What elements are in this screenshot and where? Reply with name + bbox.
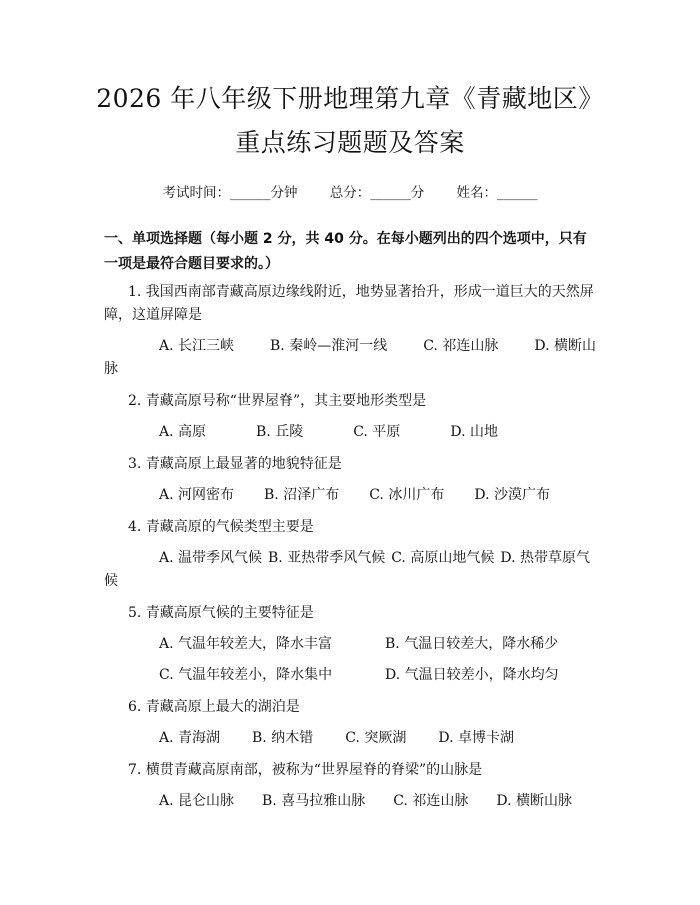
option-b: B. 喜马拉雅山脉 (262, 793, 366, 809)
question-options (104, 633, 596, 687)
option-d: D. 横断山脉 (496, 793, 572, 809)
student-name-field: 姓名：______ (456, 185, 538, 201)
document-title (0, 0, 700, 165)
question-options (104, 547, 596, 593)
question-options (104, 727, 596, 750)
question-stem: 3. 青藏高原上最显著的地貌特征是 (128, 456, 342, 472)
question-item (104, 390, 596, 444)
option-b: B. 气温日较差大，降水稀少 (385, 636, 559, 652)
question-item (104, 696, 596, 750)
question-stem: 6. 青藏高原上最大的湖泊是 (128, 699, 300, 715)
question-item (104, 516, 596, 593)
option-d: D. 卓博卡湖 (438, 730, 514, 746)
option-a: A. 长江三峡 (159, 338, 235, 354)
question-list (104, 281, 596, 813)
option-c: C. 气温年较差小，降水集中 (159, 667, 333, 683)
question-item (104, 602, 596, 687)
option-c: C. 平原 (353, 424, 401, 440)
section-heading: 一、单项选择题（每小题 2 分，共 40 分。在每小题列出的四个选项中，只有一项是最符合题目要求的。） (104, 231, 587, 272)
question-stem: 2. 青藏高原号称“世界屋脊”，其主要地形类型是 (128, 393, 427, 409)
question-stem: 1. 我国西南部青藏高原边缘线附近，地势显著抬升，形成一道巨大的天然屏障，这道屏障是 (104, 284, 594, 323)
question-options (104, 421, 596, 444)
exam-time-field: 考试时间：______分钟 (162, 185, 298, 201)
option-d: D. 气温日较差小，降水均匀 (385, 667, 559, 683)
option-d: D. 热带草原气候 (104, 550, 590, 589)
option-b: B. 丘陵 (256, 424, 304, 440)
option-a: A. 河网密布 (159, 487, 235, 503)
option-c: C. 高原山地气候 (391, 550, 495, 566)
option-a: A. 气温年较差大，降水丰富 (159, 636, 333, 652)
option-b: B. 沼泽广布 (264, 487, 340, 503)
option-d: D. 横断山脉 (104, 338, 596, 377)
question-options (104, 484, 596, 507)
option-b: B. 纳木错 (252, 730, 314, 746)
question-options (104, 790, 596, 813)
question-options (104, 335, 596, 381)
question-stem: 5. 青藏高原气候的主要特征是 (128, 605, 314, 621)
option-c: C. 冰川广布 (369, 487, 445, 503)
question-stem: 7. 横贯青藏高原南部，被称为“世界屋脊的脊梁”的山脉是 (128, 762, 483, 778)
title-line-1: 2026 年八年级下册地理第九章《青藏地区》 (96, 84, 604, 113)
question-item (104, 759, 596, 813)
option-a: A. 温带季风气候 (159, 550, 263, 566)
option-c: C. 祁连山脉 (393, 793, 469, 809)
option-d: D. 山地 (450, 424, 498, 440)
option-c: C. 突厥湖 (345, 730, 407, 746)
question-stem: 4. 青藏高原的气候类型主要是 (128, 519, 314, 535)
option-a: A. 青海湖 (159, 730, 221, 746)
title-line-2: 重点练习题题及答案 (235, 128, 465, 157)
total-score-field: 总分：______分 (329, 185, 425, 201)
option-a: A. 昆仑山脉 (159, 793, 235, 809)
option-b: B. 秦岭—淮河一线 (270, 338, 388, 354)
option-c: C. 祁连山脉 (423, 338, 499, 354)
question-item (104, 453, 596, 507)
question-item (104, 281, 596, 381)
option-d: D. 沙漠广布 (474, 487, 550, 503)
exam-info (0, 181, 700, 205)
option-b: B. 亚热带季风气候 (268, 550, 386, 566)
option-a: A. 高原 (159, 424, 207, 440)
